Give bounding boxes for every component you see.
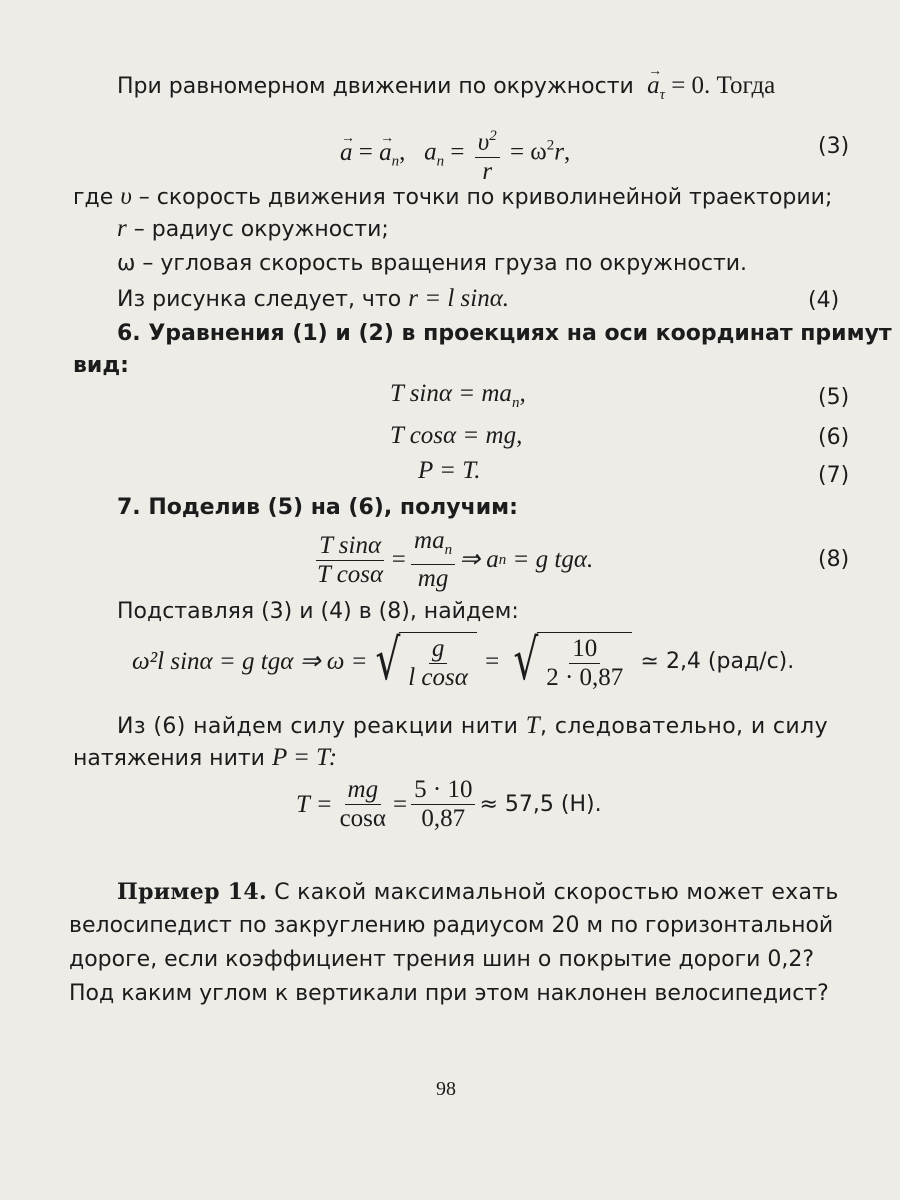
text: где: [73, 185, 114, 210]
sqrt1-num: g: [429, 635, 448, 664]
equation-3: → a = → $a_n$, $a_n$ = $\frac{\upsilon^2}{r}$ = $\omega^2r$,: [340, 122, 570, 186]
equation-omega: ω²l sinα = g tgα ⇒ ω = √ $\frac{g}{\text{l cosα}}$ = √ $\frac{10}{2 \cdot 0,87}$ ≃ 2,4 (рад/с).: [132, 628, 795, 693]
text: С какой максимальной скоростью может ехать: [274, 880, 839, 905]
text: Из (6) найдем силу реакции нити: [117, 714, 519, 739]
page-number: 98: [436, 1078, 456, 1100]
T-num1: mg: [345, 776, 382, 805]
equation-6: T cosα = mg,: [390, 422, 523, 449]
eq-number-6: (6): [818, 425, 850, 450]
text: – радиус окружности;: [133, 217, 389, 242]
T-result: ≈ 57,5 (Н).: [479, 791, 602, 817]
sqrt2-den: 2 · 0,87: [546, 664, 624, 691]
T-num2: 5 · 10: [411, 776, 475, 805]
text-step-7: 7. Поделив (5) на (6), получим:: [117, 495, 518, 520]
equation-T: T = $\frac{mg}{\cos\alpha}$ = $\frac{5 \cdot 10}{0,87}$ ≈ 57,5 (Н).: [296, 776, 602, 832]
text: натяжения нити: [73, 746, 265, 771]
eq-number-5: (5): [818, 385, 850, 410]
eq-number-4: (4): [808, 288, 840, 313]
text-from-6: [117, 712, 828, 741]
text-view: вид:: [73, 353, 129, 378]
equation-7: P = T.: [418, 457, 481, 484]
text: Из рисунка следует, что: [117, 287, 402, 312]
eq5-text: T sinα = ma: [390, 380, 512, 407]
eq8-tail: = g tgα.: [512, 546, 594, 573]
example-label: Пример 14.: [117, 879, 267, 905]
text-omega: ω – угловая скорость вращения груза по окружности.: [117, 251, 748, 276]
T-lhs: T =: [296, 790, 333, 818]
text-r-radius: [117, 215, 389, 244]
formula-P-T: P = T:: [271, 744, 338, 771]
example-14-line3: дороге, если коэффициент трения шин о покрытие дороги 0,2?: [69, 947, 815, 972]
eq8-implies: ⇒ a: [459, 546, 499, 573]
text-where-v: [73, 183, 832, 212]
text: , следовательно, и силу: [540, 714, 829, 739]
formula-then: = 0. Тогда: [671, 72, 776, 99]
text-line-uniform-motion: [117, 72, 775, 109]
eq-number-8: (8): [818, 547, 850, 572]
T-den1: cosα: [339, 805, 387, 832]
omega-value: ≃ 2,4 (рад/с).: [640, 649, 795, 674]
sqrt2-num: 10: [569, 635, 600, 664]
example-14-line2: велосипедист по закруглению радиусом 20 м по горизонтальной: [69, 913, 834, 938]
text-from-figure: [117, 285, 509, 314]
symbol-v: υ: [120, 183, 132, 210]
omega-lhs: ω²l sinα = g tgα ⇒ ω =: [132, 648, 368, 675]
text-substituting: Подставляя (3) и (4) в (8), найдем:: [117, 599, 519, 624]
equation-8: $\frac{\text{T sinα}}{\text{T cosα}}$ = $\frac{ma_n}{mg}$ ⇒ a n = g tgα.: [317, 527, 594, 592]
text: При равномерном движении по окружности: [117, 74, 634, 99]
sqrt1-den: l cosα: [408, 664, 468, 691]
eq-number-7: (7): [818, 463, 850, 488]
text: – скорость движения точки по криволинейной траектории;: [138, 185, 833, 210]
equation-5: T $\sin\alpha = ma_n$,: [390, 380, 526, 411]
symbol-r: r: [117, 215, 127, 242]
formula-tangential-acc: → $a_\tau$: [641, 72, 671, 99]
equation-4: r = l sinα.: [408, 285, 510, 312]
example-14-line4: Под каким углом к вертикали при этом наклонен велосипедист?: [69, 981, 829, 1006]
eq-number-3: (3): [818, 134, 850, 159]
text-tension: [73, 744, 337, 773]
example-14-line1: [117, 878, 839, 907]
T-den2: 0,87: [421, 805, 466, 832]
symbol-T: T: [525, 712, 541, 739]
text-step-6: 6. Уравнения (1) и (2) в проекциях на оси координат примут: [117, 321, 892, 346]
